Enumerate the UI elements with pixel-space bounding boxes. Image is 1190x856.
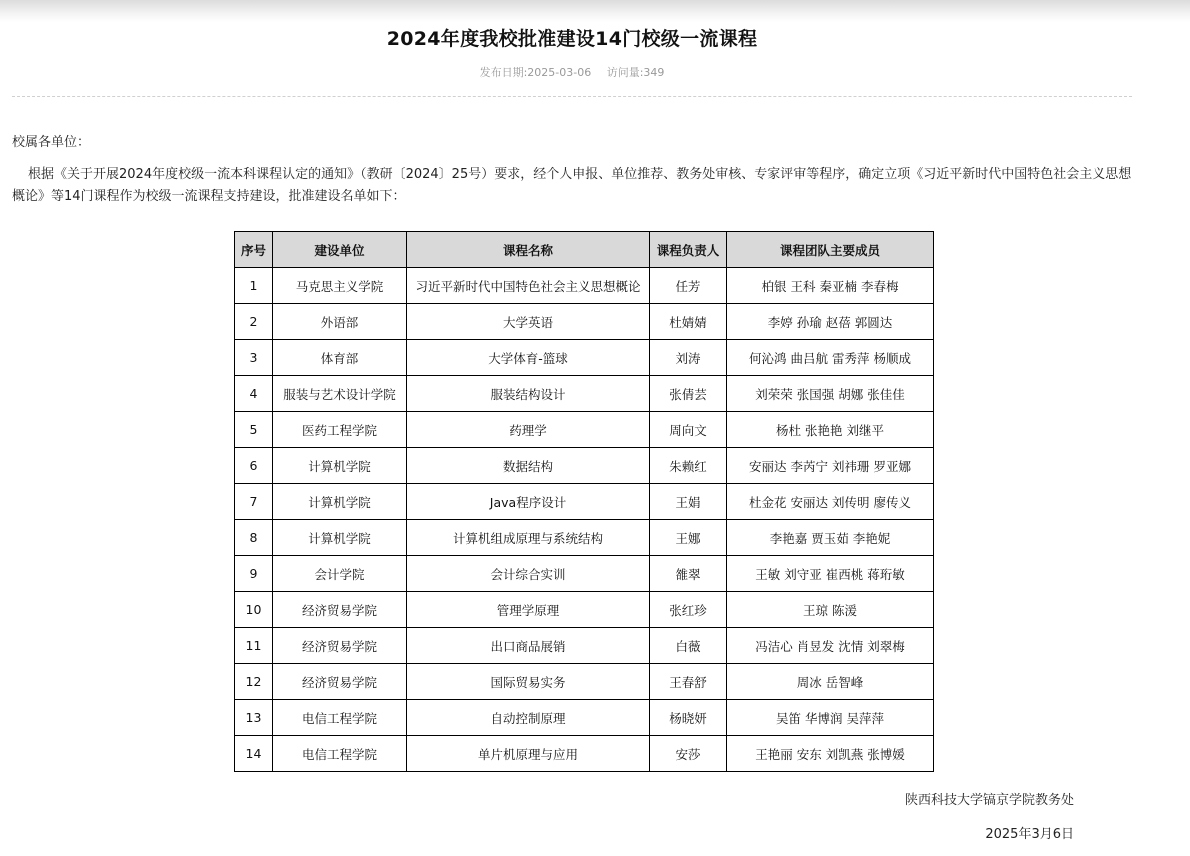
cell-unit: 经济贸易学院 <box>273 628 407 664</box>
cell-members: 李婷 孙瑜 赵蓓 郭圆达 <box>727 304 934 340</box>
cell-members: 刘荣荣 张国强 胡娜 张佳佳 <box>727 376 934 412</box>
cell-course: 单片机原理与应用 <box>407 736 650 772</box>
cell-leader: 刘涛 <box>650 340 727 376</box>
signature-date: 2025年3月6日 <box>985 827 1074 842</box>
publish-date: 发布日期:2025-03-06 <box>479 66 592 79</box>
page-title: 2024年度我校批准建设14门校级一流课程 <box>386 28 758 50</box>
cell-index: 12 <box>235 664 273 700</box>
table-row <box>235 340 934 376</box>
article-meta <box>12 64 1132 80</box>
table-row <box>235 628 934 664</box>
visit-count: 访问量:349 <box>606 66 665 79</box>
cell-unit: 经济贸易学院 <box>273 664 407 700</box>
body-paragraph: 根据《关于开展2024年度校级一流本科课程认定的通知》（教研〔2024〕25号）要求，经个人申报、单位推荐、教务处审核、专家评审等程序，确定立项《习近平新时代中国特色社会主义思想概论》等14门课程作为校级一流课程支持建设，批准建设名单如下： <box>12 167 1132 204</box>
table-row <box>235 412 934 448</box>
table-row <box>235 304 934 340</box>
cell-course: Java程序设计 <box>407 484 650 520</box>
cell-unit: 体育部 <box>273 340 407 376</box>
cell-index: 7 <box>235 484 273 520</box>
cell-leader: 雒翠 <box>650 556 727 592</box>
cell-index: 14 <box>235 736 273 772</box>
cell-unit: 马克思主义学院 <box>273 268 407 304</box>
cell-unit: 计算机学院 <box>273 520 407 556</box>
header-members: 课程团队主要成员 <box>727 232 934 268</box>
cell-members: 李艳嘉 贾玉茹 李艳妮 <box>727 520 934 556</box>
cell-members: 何沁鸿 曲吕航 雷秀萍 杨顺成 <box>727 340 934 376</box>
cell-leader: 王娜 <box>650 520 727 556</box>
cell-members: 安丽达 李芮宁 刘祎珊 罗亚娜 <box>727 448 934 484</box>
cell-unit: 外语部 <box>273 304 407 340</box>
cell-index: 9 <box>235 556 273 592</box>
cell-members: 柏银 王科 秦亚楠 李春梅 <box>727 268 934 304</box>
cell-index: 3 <box>235 340 273 376</box>
divider <box>12 96 1132 97</box>
course-table <box>234 231 934 772</box>
table-row <box>235 268 934 304</box>
cell-index: 8 <box>235 520 273 556</box>
cell-leader: 白薇 <box>650 628 727 664</box>
signature: 陕西科技大学镐京学院教务处 <box>904 793 1074 808</box>
header-index: 序号 <box>235 232 273 268</box>
cell-course: 出口商品展销 <box>407 628 650 664</box>
cell-leader: 王春舒 <box>650 664 727 700</box>
cell-leader: 杨晓妍 <box>650 700 727 736</box>
cell-unit: 电信工程学院 <box>273 700 407 736</box>
table-row <box>235 376 934 412</box>
cell-course: 国际贸易实务 <box>407 664 650 700</box>
cell-leader: 安莎 <box>650 736 727 772</box>
cell-course: 大学体育-篮球 <box>407 340 650 376</box>
cell-course: 数据结构 <box>407 448 650 484</box>
cell-leader: 周向文 <box>650 412 727 448</box>
cell-members: 杜金花 安丽达 刘传明 廖传义 <box>727 484 934 520</box>
cell-unit: 电信工程学院 <box>273 736 407 772</box>
cell-members: 周冰 岳智峰 <box>727 664 934 700</box>
cell-unit: 计算机学院 <box>273 484 407 520</box>
cell-unit: 服装与艺术设计学院 <box>273 376 407 412</box>
salutation: 校属各单位： <box>12 135 91 150</box>
cell-leader: 张红珍 <box>650 592 727 628</box>
cell-course: 大学英语 <box>407 304 650 340</box>
table-row <box>235 556 934 592</box>
cell-course: 会计综合实训 <box>407 556 650 592</box>
cell-members: 杨杜 张艳艳 刘继平 <box>727 412 934 448</box>
table-row <box>235 664 934 700</box>
cell-index: 4 <box>235 376 273 412</box>
cell-course: 自动控制原理 <box>407 700 650 736</box>
cell-leader: 任芳 <box>650 268 727 304</box>
cell-members: 冯洁心 肖昱发 沈情 刘翠梅 <box>727 628 934 664</box>
cell-unit: 计算机学院 <box>273 448 407 484</box>
cell-index: 1 <box>235 268 273 304</box>
cell-index: 6 <box>235 448 273 484</box>
cell-leader: 杜婧婧 <box>650 304 727 340</box>
cell-members: 王艳丽 安东 刘凯燕 张博媛 <box>727 736 934 772</box>
table-row <box>235 592 934 628</box>
cell-index: 10 <box>235 592 273 628</box>
cell-members: 王琼 陈湲 <box>727 592 934 628</box>
cell-unit: 会计学院 <box>273 556 407 592</box>
cell-unit: 医药工程学院 <box>273 412 407 448</box>
cell-course: 服装结构设计 <box>407 376 650 412</box>
table-row <box>235 700 934 736</box>
cell-course: 药理学 <box>407 412 650 448</box>
cell-course: 计算机组成原理与系统结构 <box>407 520 650 556</box>
cell-leader: 朱赖红 <box>650 448 727 484</box>
cell-index: 2 <box>235 304 273 340</box>
table-row <box>235 520 934 556</box>
cell-index: 5 <box>235 412 273 448</box>
cell-course: 习近平新时代中国特色社会主义思想概论 <box>407 268 650 304</box>
header-course: 课程名称 <box>407 232 650 268</box>
table-row <box>235 736 934 772</box>
cell-members: 王敏 刘守亚 崔西桃 蒋珩敏 <box>727 556 934 592</box>
header-leader: 课程负责人 <box>650 232 727 268</box>
table-body <box>235 268 934 772</box>
top-shadow-bar <box>0 0 1190 22</box>
table-header-row <box>235 232 934 268</box>
cell-index: 11 <box>235 628 273 664</box>
header-unit: 建设单位 <box>273 232 407 268</box>
table-row <box>235 484 934 520</box>
cell-leader: 王娟 <box>650 484 727 520</box>
cell-index: 13 <box>235 700 273 736</box>
cell-leader: 张倩芸 <box>650 376 727 412</box>
cell-unit: 经济贸易学院 <box>273 592 407 628</box>
table-row <box>235 448 934 484</box>
cell-course: 管理学原理 <box>407 592 650 628</box>
cell-members: 吴笛 华博润 吴萍萍 <box>727 700 934 736</box>
